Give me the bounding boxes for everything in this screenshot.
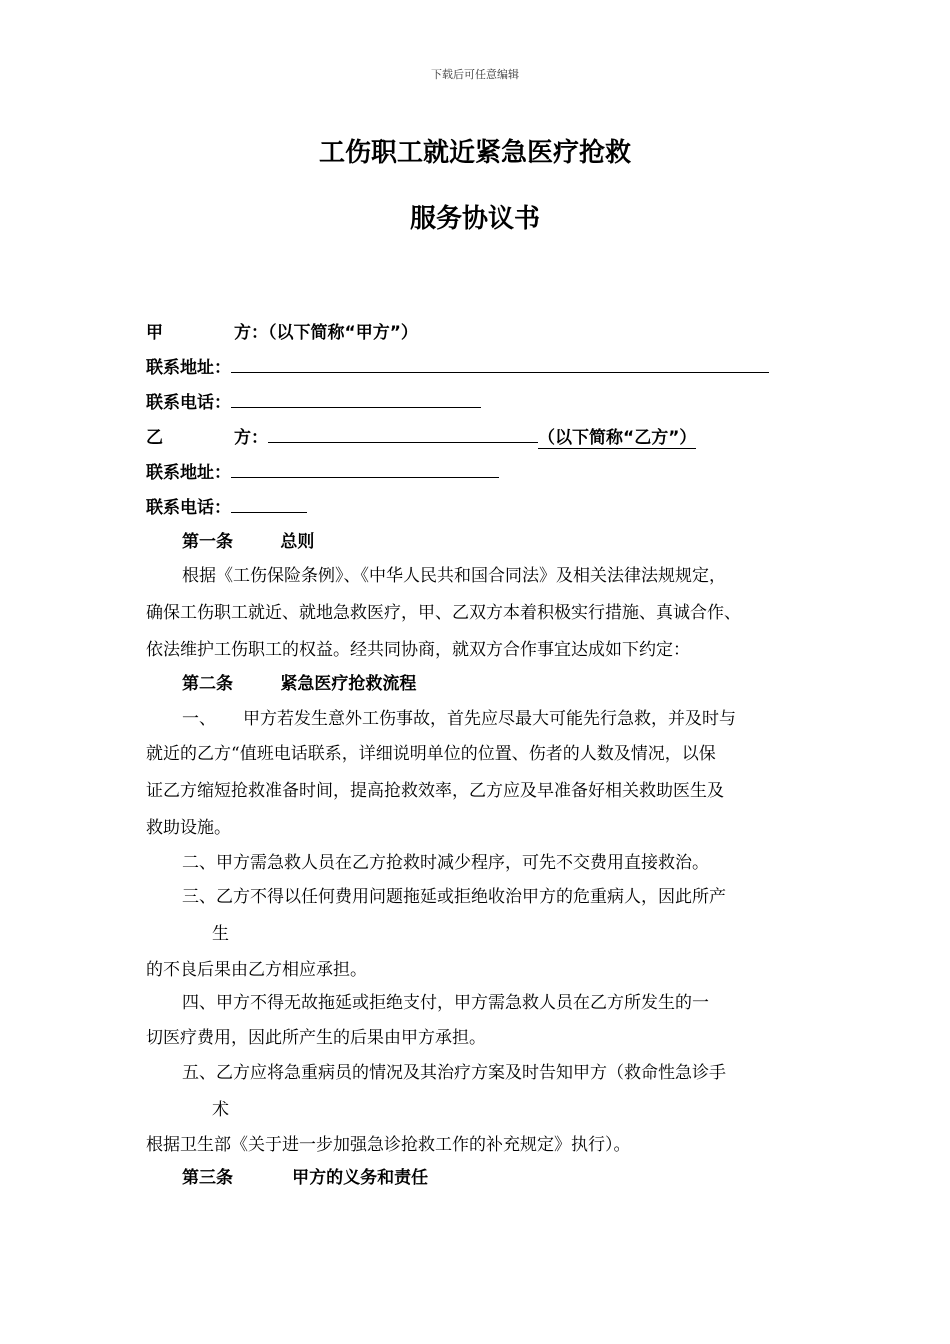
article1-heading: 第一条 总则 xyxy=(182,532,315,552)
party-a-suffix: （以下简称“甲方”） xyxy=(268,323,418,343)
party-a-address-row xyxy=(146,353,769,378)
party-a-address-blank[interactable] xyxy=(231,355,769,373)
party-b-phone-blank[interactable] xyxy=(231,495,307,513)
article2-line: 根据卫生部《关于进一步加强急诊抢救工作的补充规定》执行）。 xyxy=(146,1135,631,1155)
party-a-address-label: 联系地址： xyxy=(146,358,231,378)
article1-line: 依法维护工伤职工的权益。经共同协商，就双方合作事宜达成如下约定： xyxy=(146,640,690,660)
party-b-address-row xyxy=(146,458,499,483)
article2-line: 生 xyxy=(212,924,229,944)
article3-heading: 第三条 甲方的义务和责任 xyxy=(182,1168,429,1188)
article2-line: 四、甲方不得无故拖延或拒绝支付，甲方需急救人员在乙方所发生的一 xyxy=(182,993,709,1013)
document-title-line2: 服务协议书 xyxy=(409,204,540,234)
party-b-phone-label: 联系电话： xyxy=(146,498,231,518)
party-b-name-blank[interactable] xyxy=(268,425,538,443)
party-b-row xyxy=(146,423,696,448)
party-b-address-blank[interactable] xyxy=(231,460,499,478)
article2-line: 术 xyxy=(212,1100,229,1120)
article2-line: 救助设施。 xyxy=(146,818,231,838)
article1-line: 确保工伤职工就近、就地急救医疗，甲、乙双方本着积极实行措施、真诚合作、 xyxy=(146,603,741,623)
article2-line: 五、乙方应将急重病员的情况及其治疗方案及时告知甲方（救命性急诊手 xyxy=(182,1063,726,1083)
document-title-line1: 工伤职工就近紧急医疗抢救 xyxy=(318,138,631,168)
party-a-phone-label: 联系电话： xyxy=(146,393,231,413)
article2-line: 切医疗费用，因此所产生的后果由甲方承担。 xyxy=(146,1028,486,1048)
page-header-note: 下载后可任意编辑 xyxy=(431,68,519,81)
party-a-phone-row xyxy=(146,388,481,413)
article2-line: 的不良后果由乙方相应承担。 xyxy=(146,960,367,980)
party-a-phone-blank[interactable] xyxy=(231,390,481,408)
article2-heading: 第二条 紧急医疗抢救流程 xyxy=(182,674,417,694)
party-b-suffix: （以下简称“乙方”） xyxy=(538,428,697,448)
article2-line: 一、 甲方若发生意外工伤事故，首先应尽最大可能先行急救，并及时与 xyxy=(182,709,737,729)
article1-line: 根据《工伤保险条例》、《中华人民共和国合同法》及相关法律法规规定， xyxy=(182,566,726,586)
party-b-phone-row xyxy=(146,493,307,518)
article2-line: 三、乙方不得以任何费用问题拖延或拒绝收治甲方的危重病人，因此所产 xyxy=(182,887,726,907)
party-a-row xyxy=(146,318,418,343)
party-b-label: 乙 方： xyxy=(146,428,269,448)
party-a-label: 甲 方： xyxy=(146,323,269,343)
article2-line: 二、甲方需急救人员在乙方抢救时减少程序，可先不交费用直接救治。 xyxy=(182,853,709,873)
article2-line: 就近的乙方“值班电话联系，详细说明单位的位置、伤者的人数及情况，以保 xyxy=(146,744,716,764)
article2-line: 证乙方缩短抢救准备时间，提高抢救效率，乙方应及早准备好相关救助医生及 xyxy=(146,781,724,801)
party-b-address-label: 联系地址： xyxy=(146,463,231,483)
